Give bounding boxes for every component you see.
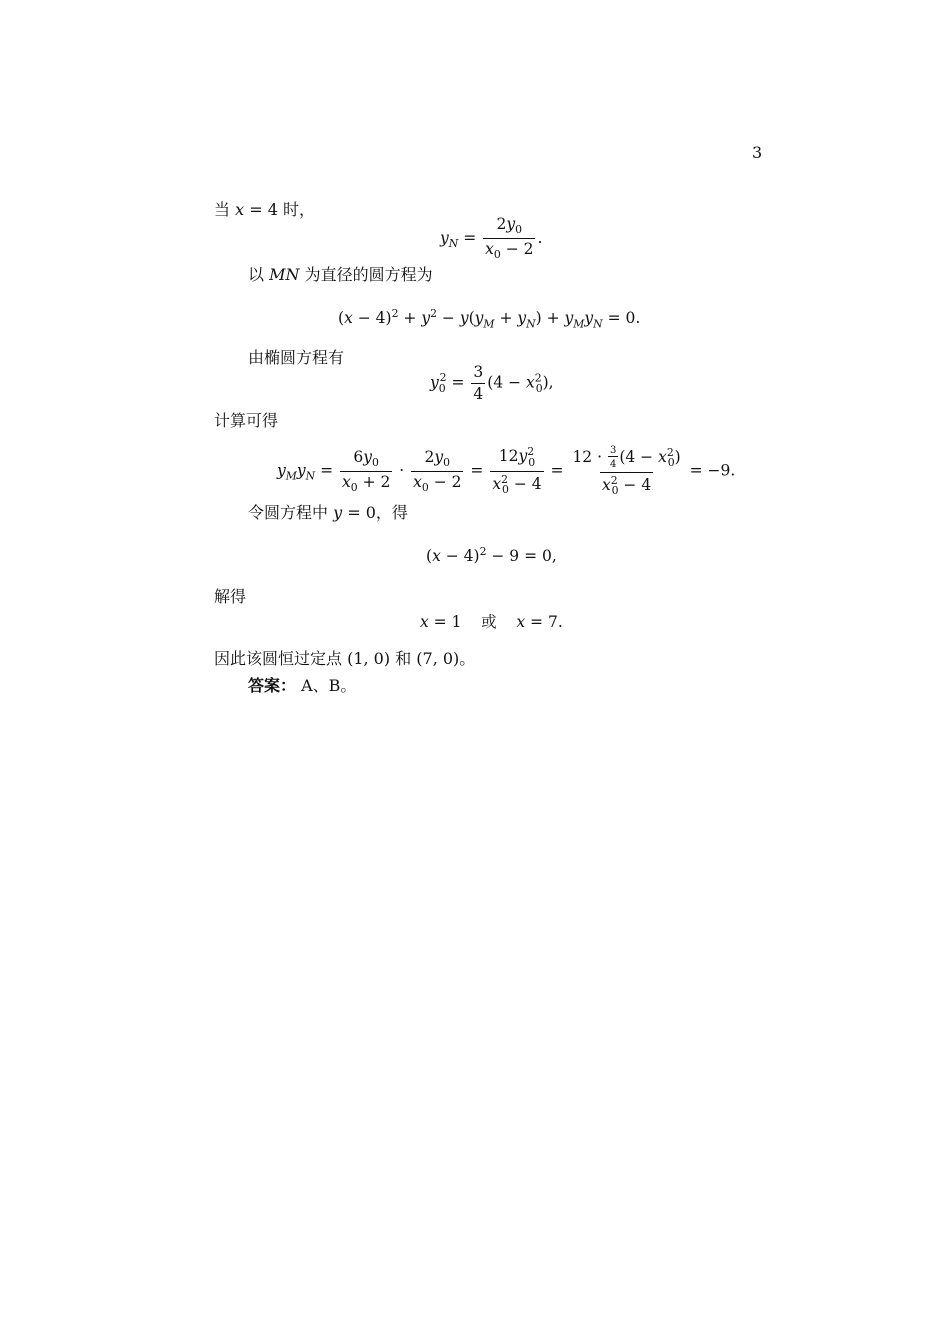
line-set-y0: 令圆方程中 y = 0，得	[248, 503, 408, 522]
page-number: 3	[752, 143, 763, 162]
equation-yN: $y_N$ = $\frac{2y_0}{x_0 - 2}$ .	[440, 215, 543, 262]
line-when-x4: 当 x = 4 时，	[214, 200, 315, 219]
line-ellipse-intro: 由椭圆方程有	[248, 348, 345, 367]
equation-circle: $(x - 4)^2 + y^2 - y(y_M + y_N) + y_My_N = 0$.	[338, 307, 641, 331]
line-fixed-points: 因此该圆恒过定点 (1, 0) 和 (7, 0)。	[214, 649, 476, 668]
answer-value: A、B。	[301, 676, 357, 695]
answer-line	[248, 678, 356, 694]
line-solve-intro: 解得	[214, 587, 247, 606]
line-compute-intro: 计算可得	[214, 411, 279, 430]
line-circle-intro: 以 MN 为直径的圆方程为	[248, 265, 433, 284]
equation-product: $y_My_N$ = $\frac{6y_0}{x_0 + 2}$ · $\frac{2y_0}{x_0 - 2}$ = $\frac{12y^2_0}{x^2_0 - 4}$ = 12 · $\frac{3}{4}$ $(4 - x^2_0)$ $x^2_0 - 4$ = −9.	[277, 445, 736, 498]
equation-quadratic: $(x - 4)^2 - 9 = 0$,	[426, 545, 557, 566]
equation-solutions: x = 1 或 x = 7.	[420, 613, 563, 631]
answer-label: 答案：	[248, 676, 297, 695]
equation-y0-squared: $y_0^2$ = $\frac{3}{4}$ $(4 - x^2_0)$,	[430, 363, 554, 403]
